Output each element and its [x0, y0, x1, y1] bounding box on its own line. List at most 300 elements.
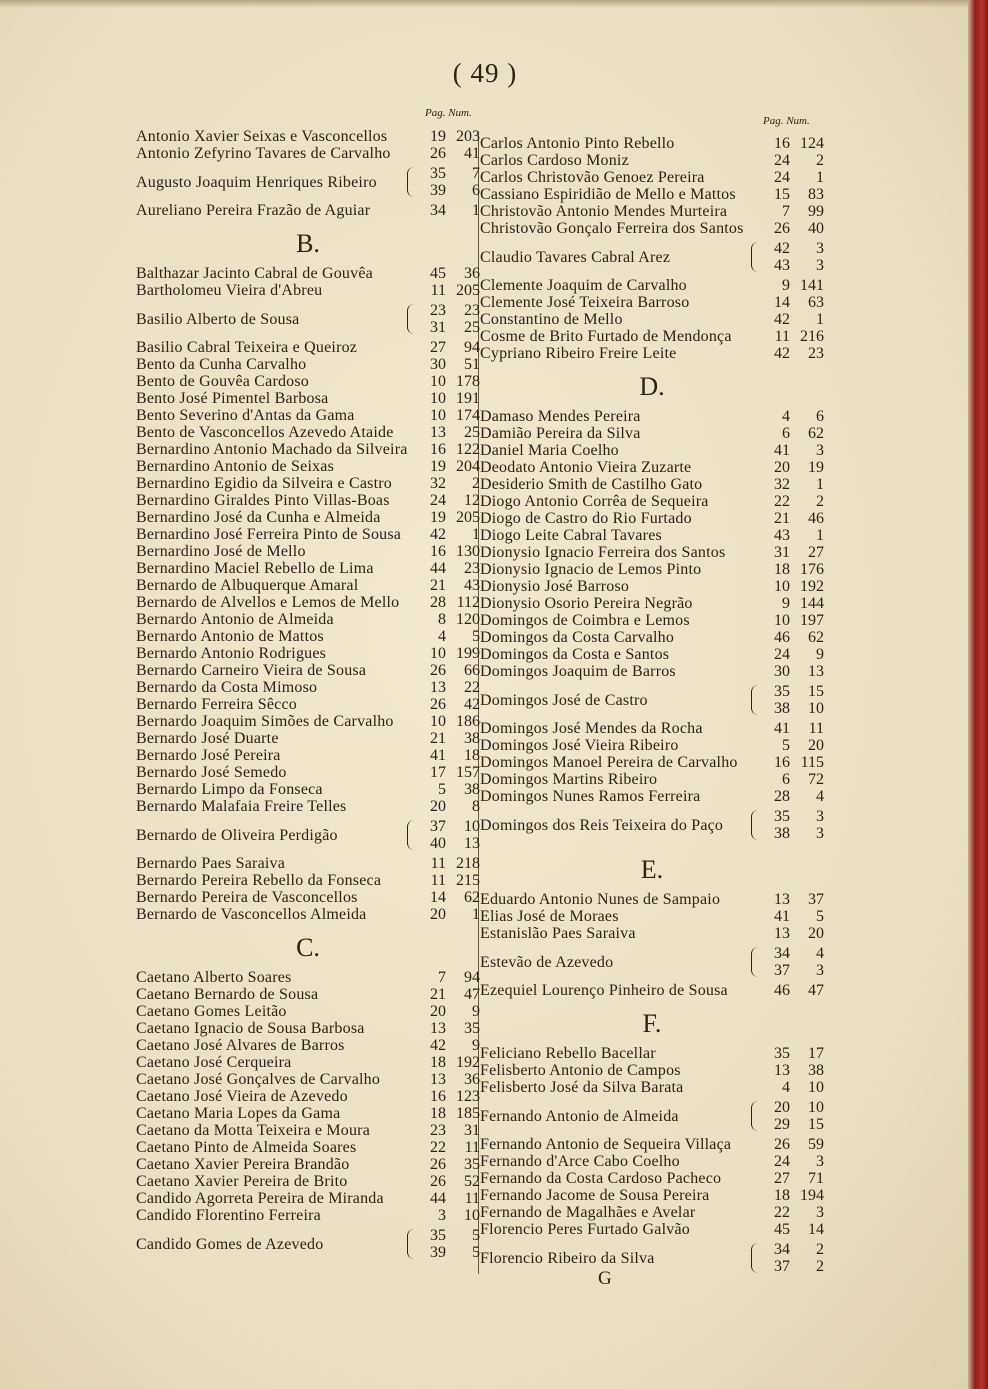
- entry-page: 15: [774, 186, 790, 203]
- entry-page: 30: [774, 663, 790, 680]
- entry-number: 20: [808, 737, 824, 754]
- section-letter: F.: [642, 1009, 662, 1038]
- entry-number: 11: [808, 720, 824, 737]
- entry-number: 41: [464, 145, 480, 162]
- entry-number: 12: [464, 492, 480, 509]
- entry-references: [760, 945, 824, 979]
- entry-page: 24: [774, 152, 790, 169]
- entry-page: 20: [430, 1003, 446, 1020]
- entry-number: 157: [456, 764, 480, 781]
- index-entry: [136, 301, 480, 337]
- entry-name: Dionysio Osorio Pereira Negrão: [480, 595, 693, 612]
- entry-number: 218: [456, 855, 480, 872]
- brace-mark: [407, 1229, 414, 1259]
- entry-name: Bernardo Pereira Rebello da Fonseca: [136, 872, 382, 889]
- entry-number: 23: [464, 302, 480, 319]
- entry-number: 199: [456, 645, 480, 662]
- entry-page: 17: [430, 764, 446, 781]
- reference-row: [760, 808, 824, 825]
- index-entry: [136, 764, 480, 781]
- entry-name: Domingos José de Castro: [480, 691, 648, 709]
- entry-name: Caetano José Cerqueira: [136, 1054, 292, 1071]
- entry-number: 141: [800, 277, 824, 294]
- entry-page: 35: [774, 808, 790, 825]
- entry-name: Cosme de Brito Furtado de Mendonça: [480, 328, 732, 345]
- entry-name: Deodato Antonio Vieira Zuzarte: [480, 459, 692, 476]
- entry-number: 40: [808, 220, 824, 237]
- entry-number: 120: [456, 611, 480, 628]
- entry-number: 1: [816, 527, 824, 544]
- index-entry: [136, 986, 480, 1003]
- entry-page: 46: [774, 982, 790, 999]
- index-entry: [136, 265, 480, 282]
- entry-name: Bernardo Malafaia Freire Telles: [136, 798, 347, 815]
- index-entry: [480, 1170, 824, 1187]
- index-entry: [480, 807, 824, 843]
- entry-page: 3: [438, 1207, 446, 1224]
- index-entry: [136, 560, 480, 577]
- entry-page: 23: [430, 302, 446, 319]
- entry-name: Diogo de Castro do Rio Furtado: [480, 510, 692, 527]
- entry-name: Bernardino Maciel Rebello de Lima: [136, 560, 374, 577]
- entry-name: Domingos José Mendes da Rocha: [480, 720, 703, 737]
- entry-number: 1: [816, 311, 824, 328]
- entry-name: Felisberto Antonio de Campos: [480, 1062, 681, 1079]
- entry-name: Domingos Martins Ribeiro: [480, 771, 658, 788]
- index-entry: [136, 339, 480, 356]
- entry-page: 6: [782, 425, 790, 442]
- index-entry: [480, 754, 824, 771]
- entry-number: 1: [472, 526, 480, 543]
- entry-name: Damaso Mendes Pereira: [480, 408, 641, 425]
- entry-page: 5: [438, 781, 446, 798]
- entry-number: 36: [464, 1071, 480, 1088]
- entry-number: 62: [808, 425, 824, 442]
- entry-name: Fernando Antonio de Almeida: [480, 1107, 679, 1125]
- entry-page: 41: [774, 908, 790, 925]
- entry-name: Basilio Alberto de Sousa: [136, 310, 300, 328]
- index-entry: [136, 407, 480, 424]
- entry-page: 23: [430, 1122, 446, 1139]
- entry-number: 215: [456, 872, 480, 889]
- entry-number: 5: [472, 1227, 480, 1244]
- entry-number: 6: [472, 182, 480, 199]
- entry-page: 11: [430, 282, 446, 299]
- entry-number: 205: [456, 509, 480, 526]
- entry-name: Basilio Cabral Teixeira e Queiroz: [136, 339, 358, 356]
- left-column-header: Pag. Num.: [425, 107, 472, 119]
- reference-row: [416, 182, 480, 199]
- entry-page: 7: [782, 203, 790, 220]
- reference-row: [760, 962, 824, 979]
- entry-page: 11: [430, 855, 446, 872]
- entry-name: Damião Pereira da Silva: [480, 425, 641, 442]
- index-entry: [136, 594, 480, 611]
- entry-name: Bartholomeu Vieira d'Abreu: [136, 282, 323, 299]
- entry-name: Ezequiel Lourenço Pinheiro de Sousa: [480, 982, 728, 999]
- entry-number: 123: [456, 1088, 480, 1105]
- entry-number: 11: [464, 1139, 480, 1156]
- entry-page: 22: [774, 1204, 790, 1221]
- entry-number: 191: [456, 390, 480, 407]
- entry-name: Christovão Antonio Mendes Murteira: [480, 203, 728, 220]
- index-entry: [480, 186, 824, 203]
- index-entry: [136, 611, 480, 628]
- index-entry: [480, 891, 824, 908]
- index-entry: [480, 277, 824, 294]
- entry-number: 5: [816, 908, 824, 925]
- entry-name: Bernardo Antonio Rodrigues: [136, 645, 327, 662]
- entry-number: 197: [800, 612, 824, 629]
- index-entry: [480, 663, 824, 680]
- entry-name: Estevão de Azevedo: [480, 953, 614, 971]
- entry-references: [760, 808, 824, 842]
- entry-name: Domingos da Costa Carvalho: [480, 629, 675, 646]
- entry-name: Bernardino Giraldes Pinto Villas-Boas: [136, 492, 390, 509]
- entry-page: 9: [782, 277, 790, 294]
- entry-name: Fernando d'Arce Cabo Coelho: [480, 1153, 680, 1170]
- index-entry: [136, 781, 480, 798]
- page-number: ( 49 ): [452, 58, 518, 88]
- entry-name: Bento da Cunha Carvalho: [136, 356, 307, 373]
- entry-name: Clemente José Teixeira Barroso: [480, 294, 690, 311]
- entry-number: 20: [808, 925, 824, 942]
- entry-number: 1: [472, 202, 480, 219]
- entry-page: 19: [430, 458, 446, 475]
- entry-page: 18: [774, 1187, 790, 1204]
- brace-mark: [407, 167, 414, 197]
- entry-page: 35: [774, 683, 790, 700]
- entry-page: 8: [438, 611, 446, 628]
- entry-number: 9: [472, 1003, 480, 1020]
- entry-number: 13: [464, 835, 480, 852]
- index-entry: [136, 798, 480, 815]
- entry-number: 3: [816, 808, 824, 825]
- entry-number: 5: [472, 628, 480, 645]
- entry-page: 26: [430, 662, 446, 679]
- index-entry: [480, 561, 824, 578]
- entry-name: Bernardino Antonio Machado da Silveira: [136, 441, 408, 458]
- entry-page: 38: [774, 700, 790, 717]
- entry-page: 32: [774, 476, 790, 493]
- entry-name: Caetano Xavier Pereira de Brito: [136, 1173, 348, 1190]
- entry-name: Bernardo Joaquim Simões de Carvalho: [136, 713, 394, 730]
- entry-page: 4: [782, 1079, 790, 1096]
- entry-number: 115: [800, 754, 824, 771]
- entry-name: Carlos Antonio Pinto Rebello: [480, 135, 675, 152]
- entry-number: 3: [816, 1204, 824, 1221]
- entry-page: 27: [430, 339, 446, 356]
- entry-page: 10: [430, 390, 446, 407]
- entry-page: 9: [782, 595, 790, 612]
- brace-mark: [407, 304, 414, 334]
- entry-page: 14: [774, 294, 790, 311]
- entry-name: Daniel Maria Coelho: [480, 442, 619, 459]
- entry-page: 20: [774, 1099, 790, 1116]
- index-entry: [136, 628, 480, 645]
- index-entry: [136, 1207, 480, 1224]
- index-entry: [136, 906, 480, 923]
- index-entry: [480, 1153, 824, 1170]
- entry-number: 19: [808, 459, 824, 476]
- entry-references: [416, 818, 480, 852]
- entry-name: Dionysio Ignacio Ferreira dos Santos: [480, 544, 726, 561]
- entry-number: 62: [464, 889, 480, 906]
- entry-name: Fernando da Costa Cardoso Pacheco: [480, 1170, 722, 1187]
- entry-number: 10: [808, 700, 824, 717]
- entry-number: 9: [816, 646, 824, 663]
- index-entry: [136, 1037, 480, 1054]
- entry-number: 174: [456, 407, 480, 424]
- entry-name: Diogo Antonio Corrêa de Sequeira: [480, 493, 709, 510]
- entry-page: 29: [774, 1116, 790, 1133]
- entry-page: 44: [430, 560, 446, 577]
- entry-page: 45: [430, 265, 446, 282]
- entry-page: 16: [774, 135, 790, 152]
- index-entry: [136, 492, 480, 509]
- entry-name: Diogo Leite Cabral Tavares: [480, 527, 662, 544]
- index-entry: [480, 646, 824, 663]
- entry-name: Antonio Xavier Seixas e Vasconcellos: [136, 128, 388, 145]
- entry-number: 11: [464, 1190, 480, 1207]
- index-entry: [480, 294, 824, 311]
- reference-row: [760, 700, 824, 717]
- entry-number: 17: [808, 1045, 824, 1062]
- entry-page: 41: [430, 747, 446, 764]
- index-entry: [480, 925, 824, 942]
- entry-page: 4: [782, 408, 790, 425]
- index-entry: [136, 817, 480, 853]
- reference-row: [760, 240, 824, 257]
- entry-name: Estanislão Paes Saraiva: [480, 925, 636, 942]
- entry-name: Fernando Antonio de Sequeira Villaça: [480, 1136, 732, 1153]
- entry-page: 13: [430, 424, 446, 441]
- entry-name: Bernardo Antonio de Mattos: [136, 628, 324, 645]
- entry-page: 39: [430, 182, 446, 199]
- entry-number: 38: [808, 1062, 824, 1079]
- entry-name: Bernardo Ferreira Sêcco: [136, 696, 297, 713]
- entry-number: 2: [816, 152, 824, 169]
- entry-number: 122: [456, 441, 480, 458]
- index-entry: [136, 475, 480, 492]
- entry-name: Caetano José Vieira de Azevedo: [136, 1088, 348, 1105]
- reference-row: [416, 818, 480, 835]
- entry-references: [760, 683, 824, 717]
- index-entry: [480, 510, 824, 527]
- entry-page: 20: [774, 459, 790, 476]
- entry-page: 21: [430, 986, 446, 1003]
- entry-page: 43: [774, 527, 790, 544]
- index-entry: [480, 220, 824, 237]
- index-entry: [136, 1173, 480, 1190]
- entry-name: Florencio Ribeiro da Silva: [480, 1249, 655, 1267]
- brace-mark: [751, 810, 758, 840]
- entry-number: 144: [800, 595, 824, 612]
- entry-page: 35: [774, 1045, 790, 1062]
- right-column-header: Pag. Num.: [763, 115, 810, 127]
- entry-page: 26: [430, 1173, 446, 1190]
- entry-page: 38: [774, 825, 790, 842]
- entry-number: 5: [472, 1244, 480, 1261]
- entry-name: Caetano Bernardo de Sousa: [136, 986, 319, 1003]
- index-entry: [136, 872, 480, 889]
- entry-page: 10: [430, 713, 446, 730]
- entry-number: 23: [464, 560, 480, 577]
- entry-number: 3: [816, 240, 824, 257]
- entry-references: [760, 1099, 824, 1133]
- entry-name: Bernardo de Albuquerque Amaral: [136, 577, 359, 594]
- entry-name: Feliciano Rebello Bacellar: [480, 1045, 656, 1062]
- entry-number: 13: [808, 663, 824, 680]
- entry-page: 10: [430, 645, 446, 662]
- entry-number: 94: [464, 339, 480, 356]
- entry-name: Dionysio Ignacio de Lemos Pinto: [480, 561, 702, 578]
- entry-name: Claudio Tavares Cabral Arez: [480, 248, 671, 266]
- entry-name: Domingos dos Reis Teixeira do Paço: [480, 816, 724, 834]
- index-entry: [136, 713, 480, 730]
- page-top-edge: [0, 0, 988, 8]
- left-column: [136, 128, 480, 1264]
- index-entry: [136, 526, 480, 543]
- entry-number: 2: [472, 475, 480, 492]
- entry-number: 10: [808, 1079, 824, 1096]
- entry-name: Bernardo Paes Saraiva: [136, 855, 286, 872]
- entry-number: 14: [808, 1221, 824, 1238]
- entry-name: Domingos de Coimbra e Lemos: [480, 612, 690, 629]
- entry-name: Bernardino José de Mello: [136, 543, 306, 560]
- entry-number: 35: [464, 1020, 480, 1037]
- entry-page: 26: [774, 220, 790, 237]
- entry-page: 24: [774, 169, 790, 186]
- index-entry: [136, 645, 480, 662]
- entry-page: 19: [430, 128, 446, 145]
- brace-mark: [751, 685, 758, 715]
- entry-name: Bernardino Egidio da Silveira e Castro: [136, 475, 392, 492]
- entry-name: Antonio Zefyrino Tavares de Carvalho: [136, 145, 391, 162]
- entry-name: Carlos Cardoso Moniz: [480, 152, 629, 169]
- reference-row: [416, 1227, 480, 1244]
- entry-number: 59: [808, 1136, 824, 1153]
- entry-page: 30: [430, 356, 446, 373]
- entry-number: 25: [464, 424, 480, 441]
- index-entry: [136, 1054, 480, 1071]
- entry-number: 216: [800, 328, 824, 345]
- entry-number: 99: [808, 203, 824, 220]
- entry-page: 32: [430, 475, 446, 492]
- index-entry: [480, 629, 824, 646]
- entry-page: 24: [774, 1153, 790, 1170]
- entry-name: Caetano Ignacio de Sousa Barbosa: [136, 1020, 365, 1037]
- entry-number: 9: [472, 1037, 480, 1054]
- index-entry: [136, 747, 480, 764]
- reference-row: [760, 825, 824, 842]
- entry-page: 16: [430, 441, 446, 458]
- entry-name: Bento Severino d'Antas da Gama: [136, 407, 355, 424]
- reference-row: [416, 319, 480, 336]
- entry-number: 51: [464, 356, 480, 373]
- entry-number: 66: [464, 662, 480, 679]
- entry-page: 16: [430, 1088, 446, 1105]
- index-entry: [480, 169, 824, 186]
- entry-number: 42: [464, 696, 480, 713]
- entry-name: Aureliano Pereira Frazão de Aguiar: [136, 202, 371, 219]
- entry-name: Bernardo Limpo da Fonseca: [136, 781, 323, 798]
- index-entry: [480, 771, 824, 788]
- entry-number: 194: [800, 1187, 824, 1204]
- entry-page: 27: [774, 1170, 790, 1187]
- entry-page: 24: [430, 492, 446, 509]
- reference-row: [760, 683, 824, 700]
- entry-page: 31: [774, 544, 790, 561]
- entry-number: 3: [816, 825, 824, 842]
- entry-name: Augusto Joaquim Henriques Ribeiro: [136, 173, 377, 191]
- entry-name: Balthazar Jacinto Cabral de Gouvêa: [136, 265, 373, 282]
- index-entry: [480, 595, 824, 612]
- entry-number: 63: [808, 294, 824, 311]
- index-entry: [480, 1045, 824, 1062]
- entry-number: 7: [472, 165, 480, 182]
- entry-page: 22: [774, 493, 790, 510]
- index-entry: [480, 527, 824, 544]
- index-entry: [136, 424, 480, 441]
- entry-name: Bernardo de Oliveira Perdigão: [136, 826, 338, 844]
- entry-number: 23: [808, 345, 824, 362]
- entry-page: 43: [774, 257, 790, 274]
- index-entry: [136, 1226, 480, 1262]
- entry-number: 2: [816, 1258, 824, 1275]
- entry-page: 5: [782, 737, 790, 754]
- index-entry: [136, 730, 480, 747]
- entry-name: Elias José de Moraes: [480, 908, 619, 925]
- entry-name: Bernardino José Ferreira Pinto de Sousa: [136, 526, 402, 543]
- index-entry: [480, 1079, 824, 1096]
- entry-name: Fernando Jacome de Sousa Pereira: [480, 1187, 710, 1204]
- entry-name: Caetano José Gonçalves de Carvalho: [136, 1071, 381, 1088]
- entry-name: Candido Florentino Ferreira: [136, 1207, 321, 1224]
- entry-name: Domingos da Costa e Santos: [480, 646, 670, 663]
- entry-page: 42: [430, 1037, 446, 1054]
- entry-name: Caetano da Motta Teixeira e Moura: [136, 1122, 370, 1139]
- page-fore-edge: [968, 0, 988, 1389]
- entry-number: 47: [808, 982, 824, 999]
- entry-name: Bernardo Pereira de Vasconcellos: [136, 889, 358, 906]
- entry-name: Carlos Christovão Genoez Pereira: [480, 169, 705, 186]
- entry-name: Domingos José Vieira Ribeiro: [480, 737, 679, 754]
- index-entry: [136, 128, 480, 145]
- entry-page: 39: [430, 1244, 446, 1261]
- entry-name: Domingos Manoel Pereira de Carvalho: [480, 754, 738, 771]
- entry-page: 37: [774, 1258, 790, 1275]
- entry-page: 21: [430, 730, 446, 747]
- index-entry: [136, 1190, 480, 1207]
- index-entry: [136, 458, 480, 475]
- entry-number: 178: [456, 373, 480, 390]
- entry-number: 4: [816, 945, 824, 962]
- index-entry: [480, 152, 824, 169]
- entry-number: 3: [816, 442, 824, 459]
- entry-number: 124: [800, 135, 824, 152]
- entry-page: 16: [774, 754, 790, 771]
- entry-number: 18: [464, 747, 480, 764]
- entry-page: 10: [774, 578, 790, 595]
- index-entry: [136, 577, 480, 594]
- entry-number: 186: [456, 713, 480, 730]
- entry-page: 41: [774, 720, 790, 737]
- entry-name: Eduardo Antonio Nunes de Sampaio: [480, 891, 721, 908]
- index-entry: [480, 578, 824, 595]
- entry-page: 16: [430, 543, 446, 560]
- index-entry: [480, 788, 824, 805]
